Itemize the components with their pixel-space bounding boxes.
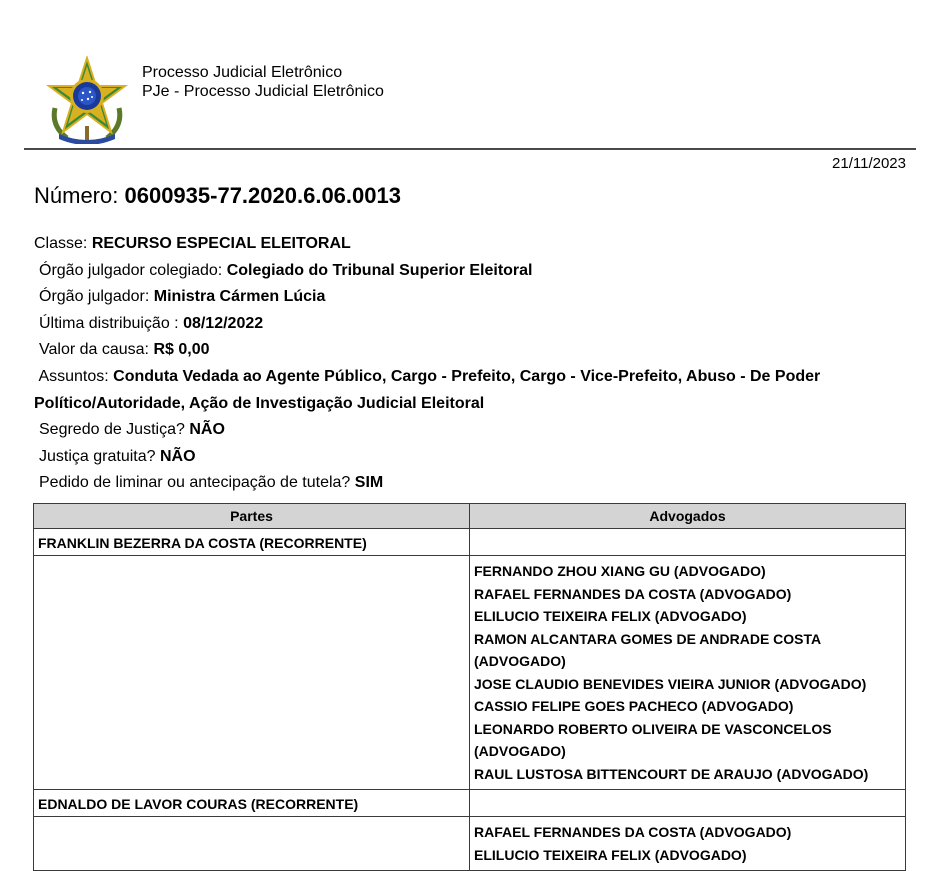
field-value: 08/12/2022 — [183, 314, 264, 332]
field-label: Valor da causa: — [39, 341, 149, 359]
brazil-coat-of-arms-icon — [45, 56, 129, 144]
field-assuntos — [34, 364, 904, 417]
lawyer-name: ELILUCIO TEIXEIRA FELIX (ADVOGADO) — [474, 846, 747, 863]
field-value: NÃO — [189, 421, 225, 439]
header-system-subtitle: PJe - Processo Judicial Eletrônico — [142, 83, 384, 100]
table-row — [34, 790, 906, 817]
lawyer-name: JOSE CLAUDIO BENEVIDES VIEIRA JUNIOR (ADVOGADO) — [474, 675, 867, 692]
field-label: Segredo de Justiça? — [39, 421, 185, 439]
empty-cell — [470, 790, 906, 817]
lawyer-name: LEONARDO ROBERTO OLIVEIRA DE VASCONCELOS (ADVOGADO) — [474, 720, 832, 759]
lawyer-name: RAMON ALCANTARA GOMES DE ANDRADE COSTA (ADVOGADO) — [474, 630, 821, 669]
lawyer-name: ELILUCIO TEIXEIRA FELIX (ADVOGADO) — [474, 608, 747, 624]
field-ultima-distribuicao — [34, 311, 904, 338]
field-label: Classe: — [34, 235, 88, 252]
document-date: 21/11/2023 — [832, 155, 906, 172]
lawyer-name: RAUL LUSTOSA BITTENCOURT DE ARAUJO (ADVOGADO) — [474, 765, 869, 782]
process-details — [34, 231, 904, 497]
header-divider — [24, 148, 916, 150]
lawyer-name: RAFAEL FERNANDES DA COSTA (ADVOGADO) — [474, 585, 792, 602]
party-cell: FRANKLIN BEZERRA DA COSTA (RECORRENTE) — [34, 529, 470, 556]
field-segredo-justica — [34, 417, 904, 444]
field-label: Justiça gratuita? — [39, 447, 156, 465]
empty-cell — [34, 556, 470, 790]
table-row — [34, 817, 906, 871]
field-label: Órgão julgador: — [39, 288, 150, 306]
empty-cell — [470, 529, 906, 556]
field-label: Última distribuição : — [39, 314, 179, 332]
field-justica-gratuita — [34, 444, 904, 471]
field-label: Órgão julgador colegiado: — [39, 261, 223, 279]
field-label: Pedido de liminar ou antecipação de tutela? — [39, 474, 351, 492]
parties-table — [33, 503, 906, 871]
field-value: SIM — [354, 474, 384, 492]
field-value: Conduta Vedada ao Agente Público, Cargo - Prefeito, Cargo - Vice-Prefeito, Abuso - De Poder Político/Autoridade, Ação de Investigação Judicial Eleitoral — [34, 367, 821, 412]
table-header-row — [34, 504, 906, 529]
process-number-label: Número: — [34, 183, 119, 208]
lawyer-name: FERNANDO ZHOU XIANG GU (ADVOGADO) — [474, 563, 766, 579]
lawyer-name: CASSIO FELIPE GOES PACHECO (ADVOGADO) — [474, 698, 794, 714]
header-system-name: Processo Judicial Eletrônico — [142, 64, 343, 81]
field-valor-causa — [34, 337, 904, 364]
empty-cell — [34, 817, 470, 871]
field-value: R$ 0,00 — [153, 341, 210, 359]
field-value: RECURSO ESPECIAL ELEITORAL — [91, 235, 351, 252]
lawyers-cell — [470, 556, 906, 790]
column-header-advogados: Advogados — [470, 504, 906, 529]
field-pedido-liminar — [34, 470, 904, 497]
document-header — [0, 0, 933, 150]
field-classe — [34, 231, 904, 258]
process-number — [34, 183, 401, 209]
table-row — [34, 556, 906, 790]
field-value: Ministra Cármen Lúcia — [153, 288, 326, 306]
lawyers-cell — [470, 817, 906, 871]
process-number-value: 0600935-77.2020.6.06.0013 — [124, 183, 401, 208]
field-value: Colegiado do Tribunal Superior Eleitoral — [226, 261, 533, 279]
field-orgao-julgador — [34, 284, 904, 311]
table-row — [34, 529, 906, 556]
lawyer-name: RAFAEL FERNANDES DA COSTA (ADVOGADO) — [474, 824, 792, 840]
field-label: Assuntos: — [38, 367, 109, 385]
field-orgao-colegiado — [34, 258, 904, 285]
field-value: NÃO — [159, 447, 196, 465]
column-header-partes: Partes — [34, 504, 470, 529]
party-cell: EDNALDO DE LAVOR COURAS (RECORRENTE) — [34, 790, 470, 817]
